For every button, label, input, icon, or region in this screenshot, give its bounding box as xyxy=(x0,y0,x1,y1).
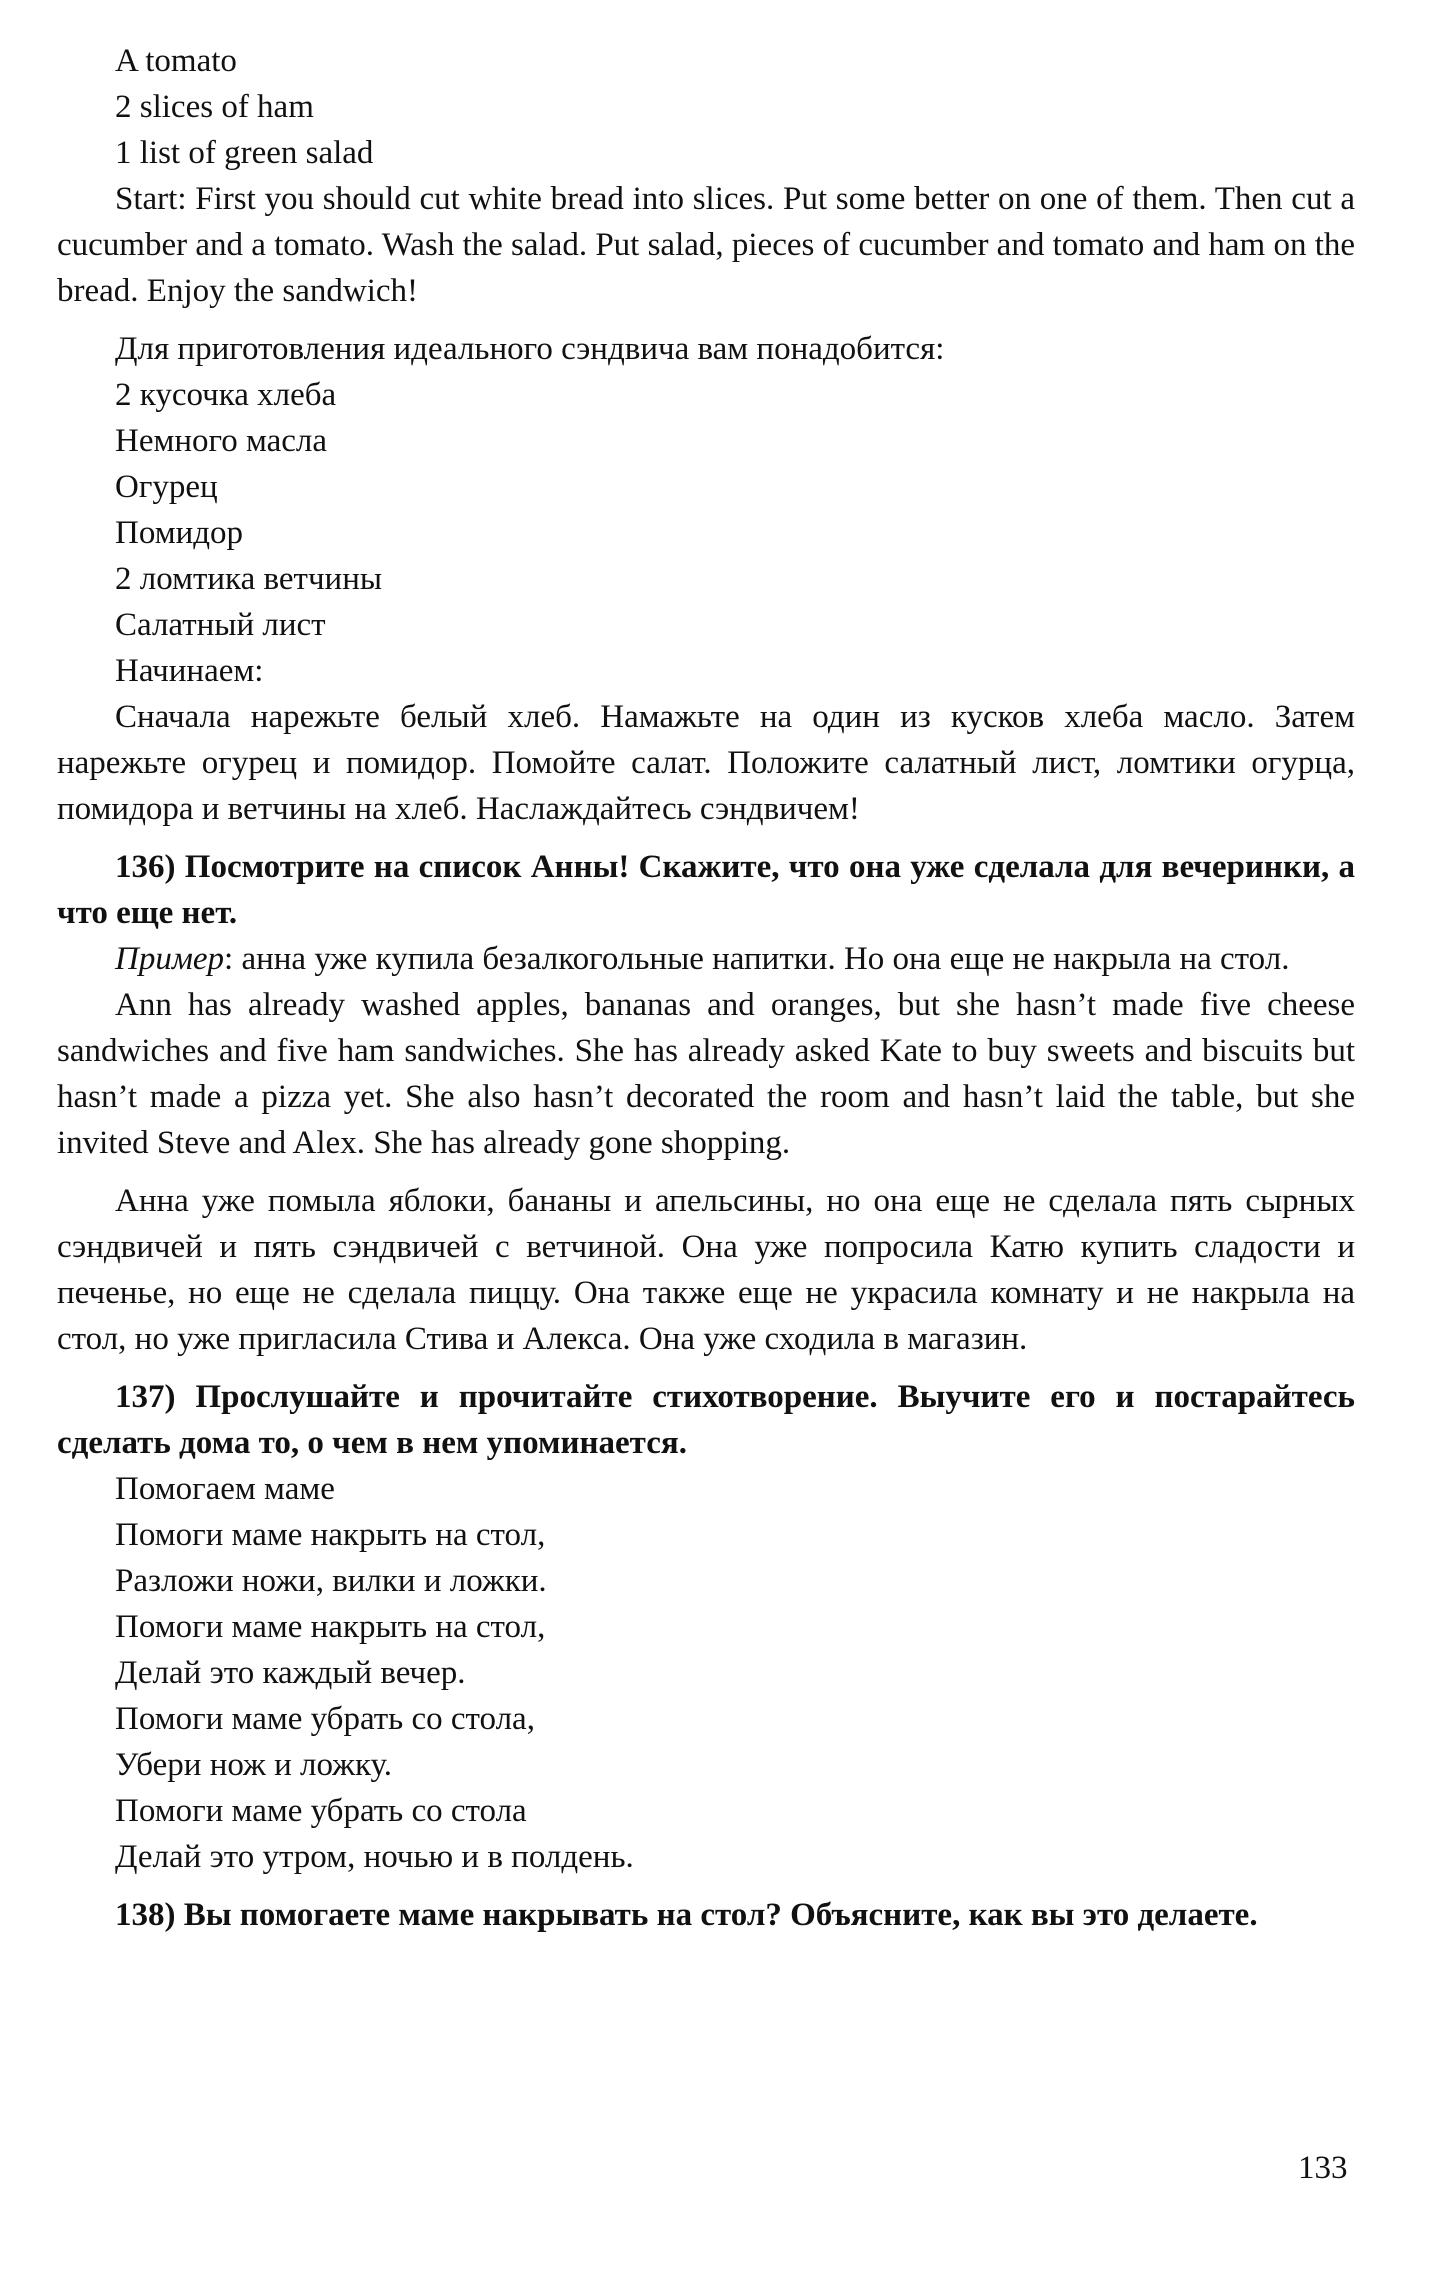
poem-line: Делай это утром, ночью и в полдень. xyxy=(115,1839,634,1875)
ingredient-line: Помидор xyxy=(115,515,244,551)
recipe-intro-ru: Для приготовления идеального сэндвича вам понадобится: xyxy=(115,331,945,367)
poem-line: Делай это каждый вечер. xyxy=(115,1655,466,1691)
exercise-138-heading: 138) Вы помогаете маме накрывать на стол? Объясните, как вы это делаете. xyxy=(115,1897,1258,1933)
start-label: Начинаем: xyxy=(115,653,264,689)
ingredient-line: 2 slices of ham xyxy=(115,89,314,125)
recipe-instructions-en: Start: First you should cut white bread into slices. Put some better on one of them. Then cut a cucumber and a tomato. Wash the salad. Put salad, pieces of cucumber and tomato and ham on the bread. Enjoy the sandwich! xyxy=(57,181,1356,309)
example-label: Пример xyxy=(115,941,225,977)
exercise-137-heading: 137) Прослушайте и прочитайте стихотворение. Выучите его и постарайтесь сделать дома то, о чем в нем упоминается. xyxy=(57,1379,1355,1461)
recipe-instructions-ru: Сначала нарежьте белый хлеб. Намажьте на один из кусков хлеба масло. Затем нарежьте огурец и помидор. Помойте салат. Положите салатный лист, ломтики огурца, помидора и ветчины на хлеб. Наслаждайтесь сэндвичем! xyxy=(57,699,1355,827)
ingredient-line: A tomato xyxy=(115,43,237,79)
ingredient-line: 2 кусочка хлеба xyxy=(115,377,337,413)
exercise-136-answer-ru: Анна уже помыла яблоки, бананы и апельсины, но она еще не сделала пять сырных сэндвичей и пять сэндвичей с ветчиной. Она уже попросила Катю купить сладости и печенье, но еще не сделала пиццу. Она также еще не украсила комнату и не накрыла на стол, но уже пригласила Стива и Алекса. Она уже сходила в магазин. xyxy=(57,1183,1355,1357)
poem-title: Помогаем маме xyxy=(115,1471,335,1507)
poem-line: Помоги маме убрать со стола, xyxy=(115,1701,535,1737)
exercise-136-heading: 136) Посмотрите на список Анны! Скажите, что она уже сделала для вечеринки, а что еще нет. xyxy=(57,849,1355,931)
ingredient-line: Салатный лист xyxy=(115,607,326,643)
example-text: : анна уже купила безалкогольные напитки. Но она еще не накрыла на стол. xyxy=(224,941,1290,977)
ingredient-line: 1 list of green salad xyxy=(115,135,374,171)
ingredient-line: Немного масла xyxy=(115,423,328,459)
ingredient-line: 2 ломтика ветчины xyxy=(115,561,383,597)
page-number: 133 xyxy=(1298,2150,1348,2186)
ingredient-line: Огурец xyxy=(115,469,218,505)
poem-line: Помоги маме убрать со стола xyxy=(115,1793,527,1829)
poem-line: Помоги маме накрыть на стол, xyxy=(115,1517,546,1553)
poem-line: Разложи ножи, вилки и ложки. xyxy=(115,1563,547,1599)
exercise-136-answer-en: Ann has already washed apples, bananas and oranges, but she hasn’t made five cheese sandwiches and five ham sandwiches. She has already asked Kate to buy sweets and biscuits but hasn’t made a pizza yet. She also hasn’t decorated the room and hasn’t laid the table, but she invited Steve and Alex. She has already gone shopping. xyxy=(57,987,1355,1161)
book-page xyxy=(57,38,1355,1938)
poem-line: Помоги маме накрыть на стол, xyxy=(115,1609,546,1645)
exercise-136-example xyxy=(57,936,1355,982)
poem-line: Убери нож и ложку. xyxy=(115,1747,392,1783)
